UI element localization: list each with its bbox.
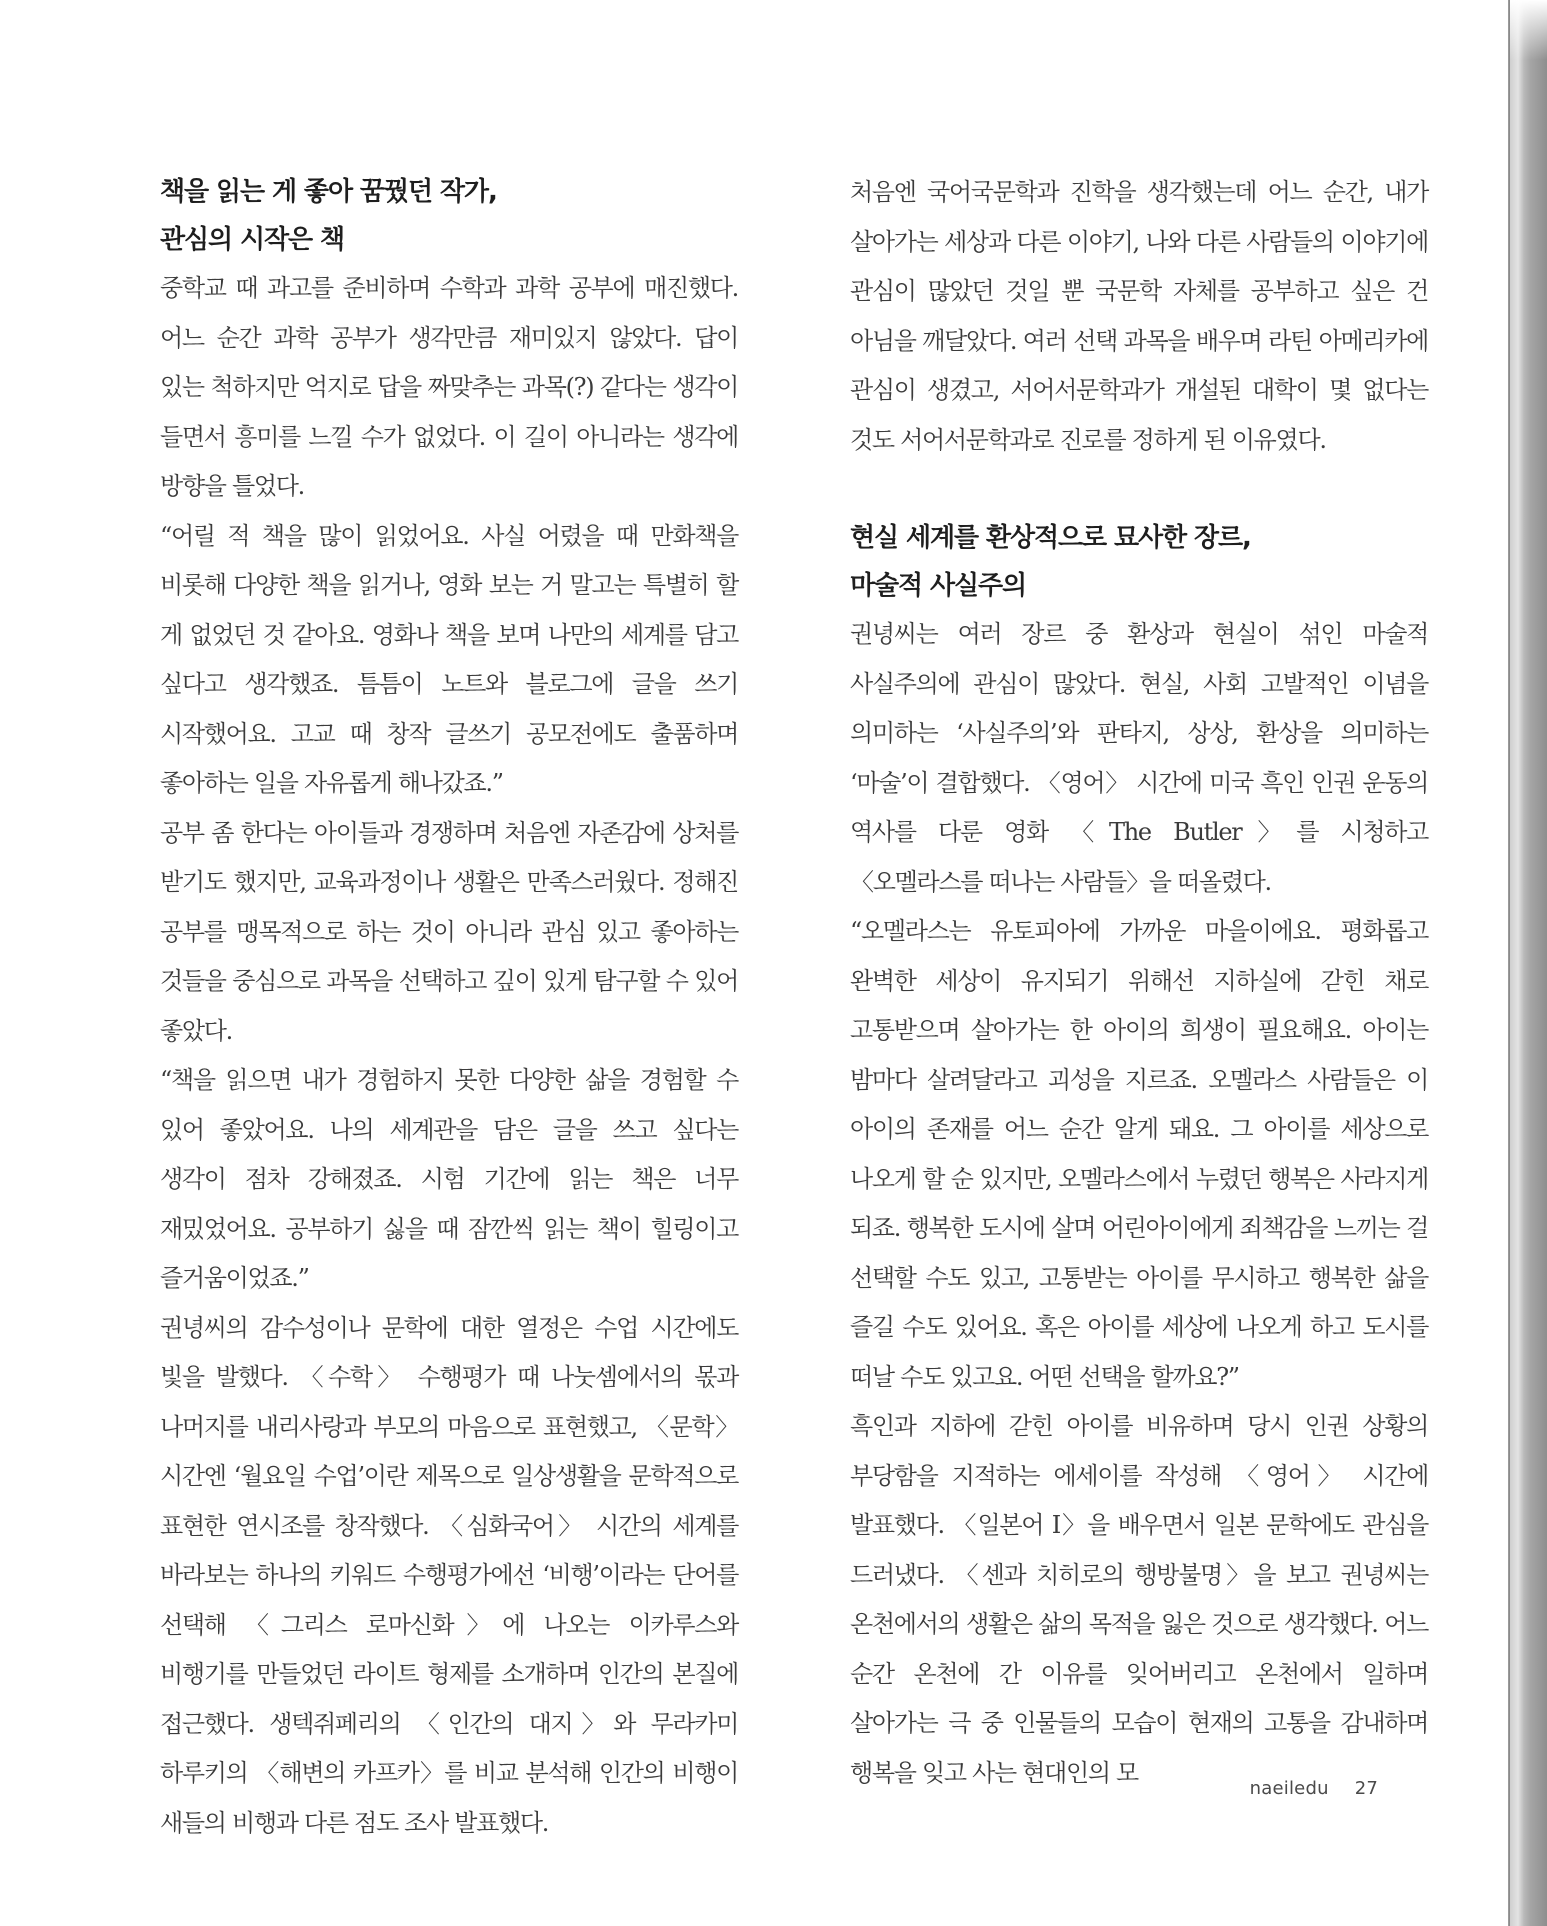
body-paragraph: 공부 좀 한다는 아이들과 경쟁하며 처음엔 자존감에 상처를 받기도 했지만, 교육과정이나 생활은 만족스러웠다. 정해진 공부를 맹목적으로 하는 것이 아니라 관심 있고 좋아하는 것들을 중심으로 과목을 선택하고 깊이 있게 탐구할 수 있어 좋았다. xyxy=(160,818,738,1045)
publication-name: naeiledu xyxy=(1249,1778,1329,1799)
body-paragraph: 권녕씨는 여러 장르 중 환상과 현실이 섞인 마술적 사실주의에 관심이 많았다. 현실, 사회 고발적인 이념을 의미하는 ‘사실주의’와 판타지, 상상, 환상을 의미하는 ‘마술’이 결합했다. 〈영어〉 시간에 미국 흑인 인권 운동의 역사를 다룬 영화 〈The Butler〉를 시청하고 〈오멜라스를 떠나는 사람들〉을 떠올렸다. xyxy=(850,620,1428,896)
section-spacer xyxy=(850,465,1428,514)
section-heading-line: 현실 세계를 환상적으로 묘사한 장르, xyxy=(850,523,1251,553)
quote-paragraph: “책을 읽으면 내가 경험하지 못한 다양한 삶을 경험할 수 있어 좋았어요. 나의 세계관을 담은 글을 쓰고 싶다는 생각이 점차 강해졌죠. 시험 기간에 읽는 책은 너무 재밌었어요. 공부하기 싫을 때 잠깐씩 읽는 책이 힐링이고 즐거움이었죠.” xyxy=(160,1066,738,1292)
right-column xyxy=(850,168,1428,1798)
section-heading-line: 마술적 사실주의 xyxy=(850,571,1027,601)
page-footer xyxy=(1250,1778,1378,1799)
body-paragraph: 처음엔 국어국문학과 진학을 생각했는데 어느 순간, 내가 살아가는 세상과 다른 이야기, 나와 다른 사람들의 이야기에 관심이 많았던 것일 뿐 국문학 자체를 공부하고 싶은 건 아님을 깨달았다. 여러 선택 과목을 배우며 라틴 아메리카에 관심이 생겼고, 서어서문학과가 개설된 대학이 몇 없다는 것도 서어서문학과로 진로를 정하게 된 이유였다. xyxy=(850,178,1428,454)
page-number: 27 xyxy=(1354,1778,1378,1799)
page-edge-fade xyxy=(1510,0,1547,60)
body-paragraph: 권녕씨의 감수성이나 문학에 대한 열정은 수업 시간에도 빛을 발했다. 〈수학〉 수행평가 때 나눗셈에서의 몫과 나머지를 내리사랑과 부모의 마음으로 표현했고, 〈문학〉 시간엔 ‘월요일 수업’이란 제목으로 일상생활을 문학적으로 표현한 연시조를 창작했다. 〈심화국어〉 시간의 세계를 바라보는 하나의 키워드 수행평가에선 ‘비행’이라는 단어를 선택해 〈그리스 로마신화〉에 나오는 이카루스와 비행기를 만들었던 라이트 형제를 소개하며 인간의 본질에 접근했다. 생텍쥐페리의 〈인간의 대지〉와 무라카미 하루키의 〈해변의 카프카〉를 비교 분석해 인간의 비행이 새들의 비행과 다른 점도 조사 발표했다. xyxy=(160,1313,738,1837)
body-paragraph: 흑인과 지하에 갇힌 아이를 비유하며 당시 인권 상황의 부당함을 지적하는 에세이를 작성해 〈영어〉 시간에 발표했다. 〈일본어 Ⅰ〉을 배우면서 일본 문학에도 관심을 드러냈다. 〈센과 치히로의 행방불명〉을 보고 권녕씨는 온천에서의 생활은 삶의 목적을 잃은 것으로 생각했다. 어느 순간 온천에 간 이유를 잊어버리고 온천에서 일하며 살아가는 극 중 인물들의 모습이 현재의 고통을 감내하며 행복을 잊고 사는 현대인의 모 xyxy=(850,1412,1428,1787)
section-heading-line: 책을 읽는 게 좋아 꿈꿨던 작가, xyxy=(160,177,497,207)
section-heading-line: 관심의 시작은 책 xyxy=(160,225,345,255)
left-column xyxy=(160,168,738,1848)
quote-paragraph: “어릴 적 책을 많이 읽었어요. 사실 어렸을 때 만화책을 비롯해 다양한 책을 읽거나, 영화 보는 거 말고는 특별히 할 게 없었던 것 같아요. 영화나 책을 보며 나만의 세계를 담고 싶다고 생각했죠. 틈틈이 노트와 블로그에 글을 쓰기 시작했어요. 고교 때 창작 글쓰기 공모전에도 출품하며 좋아하는 일을 자유롭게 해나갔죠.” xyxy=(160,521,738,797)
quote-paragraph: “오멜라스는 유토피아에 가까운 마을이에요. 평화롭고 완벽한 세상이 유지되기 위해선 지하실에 갇힌 채로 고통받으며 살아가는 한 아이의 희생이 필요해요. 아이는 밤마다 살려달라고 괴성을 지르죠. 오멜라스 사람들은 이 아이의 존재를 어느 순간 알게 돼요. 그 아이를 세상으로 나오게 할 순 있지만, 오멜라스에서 누렸던 행복은 사라지게 되죠. 행복한 도시에 살며 어린아이에게 죄책감을 느끼는 걸 선택할 수도 있고, 고통받는 아이를 무시하고 행복한 삶을 즐길 수도 있어요. 혹은 아이를 세상에 나오게 하고 도시를 떠날 수도 있고요. 어떤 선택을 할까요?” xyxy=(850,917,1428,1391)
page-stack-edge xyxy=(1509,0,1547,1926)
body-paragraph: 중학교 때 과고를 준비하며 수학과 과학 공부에 매진했다. 어느 순간 과학 공부가 생각만큼 재미있지 않았다. 답이 있는 척하지만 억지로 답을 짜맞추는 과목(?) 같다는 생각이 들면서 흥미를 느낄 수가 없었다. 이 길이 아니라는 생각에 방향을 틀었다. xyxy=(160,274,738,500)
